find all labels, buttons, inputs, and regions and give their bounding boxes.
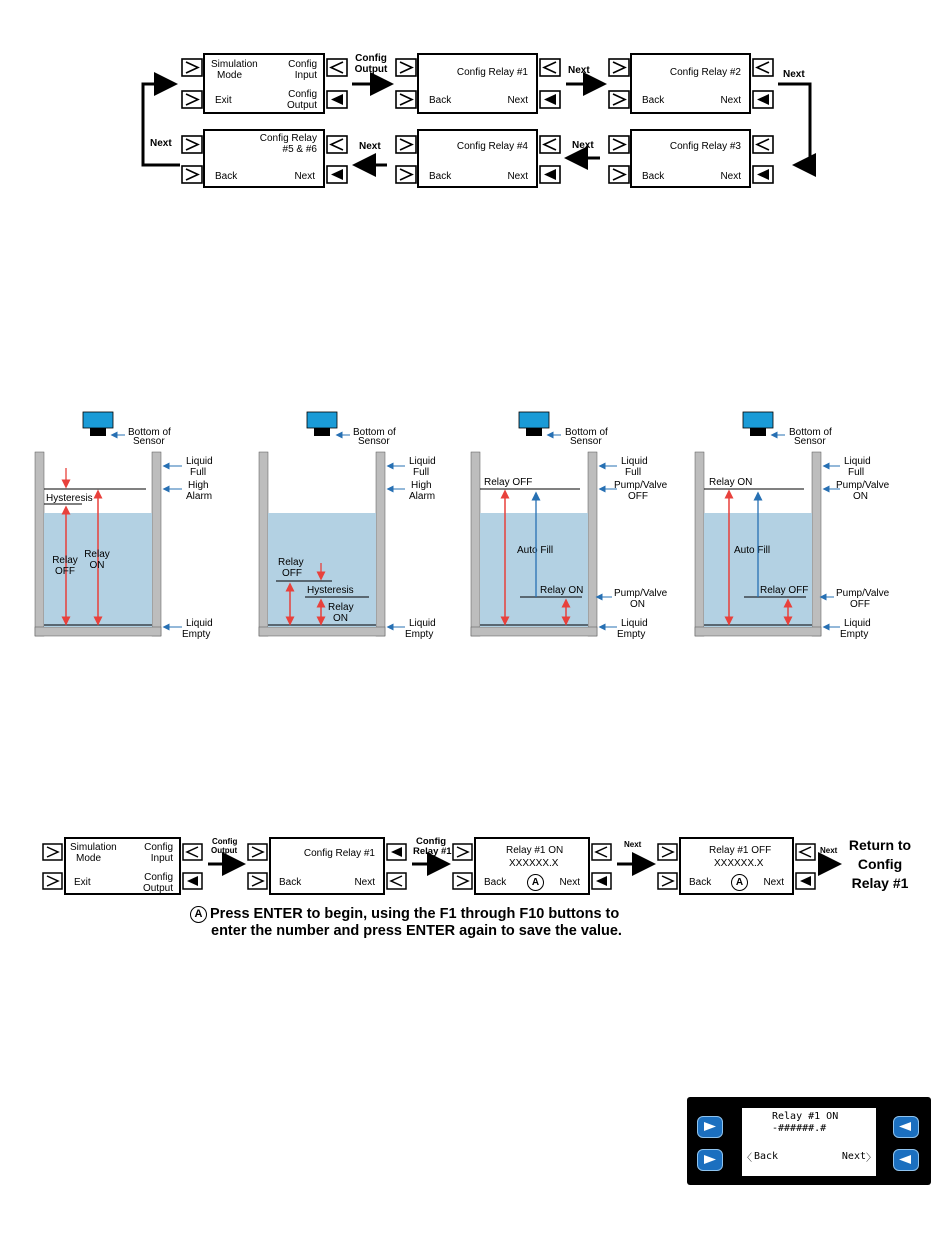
svg-text:Liquid: Liquid	[844, 456, 871, 467]
svg-text:Pump/Valve: Pump/Valve	[836, 480, 890, 491]
svg-text:Relay: Relay	[328, 602, 354, 613]
tank-1	[35, 412, 213, 640]
svg-text:ON: ON	[333, 613, 348, 624]
svg-text:Sensor: Sensor	[570, 436, 602, 447]
svg-text:Config: Config	[212, 837, 238, 846]
t1-hysteresis: Hysteresis	[46, 493, 93, 504]
label-next-2: Next	[783, 69, 805, 80]
lcd-button-f2[interactable]	[697, 1149, 723, 1171]
return-label: Return to Config Relay #1	[848, 837, 912, 891]
lcd-screen: Relay #1 ON -######.# 〈 Back Next 〉	[742, 1108, 876, 1176]
svg-text:Empty: Empty	[405, 629, 434, 640]
label-next-3: Next	[572, 140, 594, 151]
lcd-button-f4[interactable]	[893, 1149, 919, 1171]
svg-text:Alarm: Alarm	[186, 491, 213, 502]
tank-4	[695, 412, 890, 640]
svg-text:Liquid: Liquid	[621, 456, 648, 467]
svg-text:Bottom of: Bottom of	[353, 427, 396, 438]
svg-text:Empty: Empty	[182, 629, 211, 640]
label-next-1: Next	[568, 65, 590, 76]
svg-text:Full: Full	[848, 467, 865, 478]
tank-diagrams	[0, 400, 950, 650]
svg-text:Liquid: Liquid	[844, 618, 871, 629]
f2-main-screen: Simulation Mode Config Input Exit Config Output	[64, 837, 181, 895]
f1-main-btn-br	[327, 91, 347, 108]
f2-relay-off-screen: Relay #1 OFF XXXXXX.X Back Next A	[679, 837, 794, 895]
svg-text:Hysteresis: Hysteresis	[307, 585, 354, 596]
svg-text:Pump/Valve: Pump/Valve	[614, 480, 668, 491]
svg-text:Alarm: Alarm	[409, 491, 436, 502]
svg-text:Relay: Relay	[278, 557, 304, 568]
f1-relay3-screen: Config Relay #3 Back Next	[630, 129, 751, 188]
svg-text:High: High	[188, 480, 209, 491]
svg-text:ON: ON	[853, 491, 868, 502]
svg-text:Next: Next	[820, 846, 838, 855]
svg-text:OFF: OFF	[850, 599, 870, 610]
svg-text:OFF: OFF	[628, 491, 648, 502]
label-next-4: Next	[359, 141, 381, 152]
svg-text:ON: ON	[630, 599, 645, 610]
svg-text:Relay OFF: Relay OFF	[484, 477, 533, 488]
svg-text:Sensor: Sensor	[358, 436, 390, 447]
lcd-button-f3[interactable]	[893, 1116, 919, 1138]
svg-text:Full: Full	[190, 467, 207, 478]
svg-text:Relay #1: Relay #1	[413, 846, 452, 857]
label-config-output: Config Output	[354, 53, 388, 75]
f1-relay2-screen: Config Relay #2 Back Next	[630, 53, 751, 114]
label-next-5: Next	[150, 138, 172, 149]
lcd-button-f1[interactable]	[697, 1116, 723, 1138]
tank-3	[471, 412, 668, 640]
svg-text:Output: Output	[211, 846, 238, 855]
mark-a-icon: A	[731, 874, 748, 891]
svg-text:Sensor: Sensor	[133, 436, 165, 447]
svg-text:Relay OFF: Relay OFF	[760, 585, 809, 596]
svg-text:Bottom of: Bottom of	[565, 427, 608, 438]
f1-relay4-screen: Config Relay #4 Back Next	[417, 129, 538, 188]
arrow-next-2	[778, 84, 810, 165]
svg-text:High: High	[411, 480, 432, 491]
svg-text:Empty: Empty	[840, 629, 869, 640]
svg-text:Liquid: Liquid	[409, 456, 436, 467]
svg-text:Pump/Valve: Pump/Valve	[614, 588, 668, 599]
svg-text:ON: ON	[89, 560, 105, 571]
svg-text:Auto Fill: Auto Fill	[517, 545, 554, 556]
svg-text:Sensor: Sensor	[794, 436, 826, 447]
svg-text:OFF: OFF	[282, 568, 302, 579]
f2-relay-on-screen: Relay #1 ON XXXXXX.X Back Next A	[474, 837, 590, 895]
svg-text:Next: Next	[624, 840, 642, 849]
svg-text:Relay ON: Relay ON	[540, 585, 584, 596]
svg-text:Empty: Empty	[617, 629, 646, 640]
svg-text:Full: Full	[413, 467, 430, 478]
svg-text:Bottom of: Bottom of	[789, 427, 832, 438]
tank-2	[259, 412, 436, 640]
svg-text:Liquid: Liquid	[621, 618, 648, 629]
sensor-1	[83, 412, 113, 428]
f1-main-screen: Simulation Mode Config Input Exit Config Output	[203, 53, 325, 114]
svg-text:Auto Fill: Auto Fill	[734, 545, 771, 556]
arrow-next-5	[143, 84, 180, 165]
f1-main-btn-tl	[182, 59, 202, 76]
svg-text:Liquid: Liquid	[409, 618, 436, 629]
svg-text:Pump/Valve: Pump/Valve	[836, 588, 890, 599]
mark-a-icon: A	[527, 874, 544, 891]
f1-main-btn-tr	[327, 59, 347, 76]
f1-relay56-screen: Config Relay #5 & #6 Back Next	[203, 129, 325, 188]
f2-relay1-screen: Config Relay #1 Back Next	[269, 837, 385, 895]
svg-text:OFF: OFF	[55, 566, 75, 577]
f1-relay1-screen: Config Relay #1 Back Next	[417, 53, 538, 114]
svg-text:Bottom of: Bottom of	[128, 427, 171, 438]
svg-text:Relay: Relay	[84, 549, 110, 560]
svg-text:Config: Config	[416, 836, 447, 847]
mark-a-icon: A	[190, 906, 207, 923]
svg-text:Liquid: Liquid	[186, 456, 213, 467]
svg-text:Relay: Relay	[52, 555, 78, 566]
svg-text:Relay ON: Relay ON	[709, 477, 753, 488]
f1-main-btn-bl	[182, 91, 202, 108]
svg-text:Full: Full	[625, 467, 642, 478]
svg-text:Liquid: Liquid	[186, 618, 213, 629]
enter-note: A Press ENTER to begin, using the F1 through F10 buttons to enter the number and press ENTER again to save the value.	[190, 906, 670, 940]
